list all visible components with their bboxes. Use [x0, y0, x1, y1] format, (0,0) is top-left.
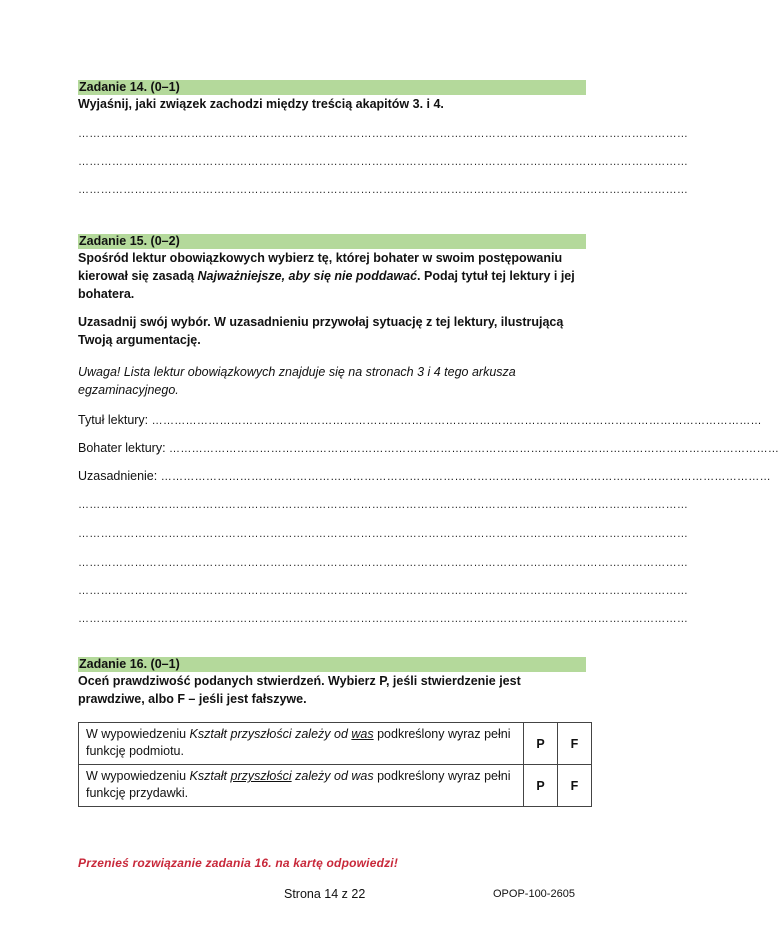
option-f[interactable]: F	[558, 723, 592, 765]
task-14-header: Zadanie 14. (0–1)	[78, 80, 586, 95]
table-row	[79, 765, 592, 807]
task-15-note: Uwaga! Lista lektur obowiązkowych znajduje się na stronach 3 i 4 tego arkusza egzaminacyjnego.	[78, 365, 516, 397]
exam-code: OPOP-100-2605	[493, 888, 575, 900]
task-16-instruction: Oceń prawdziwość podanych stwierdzeń. Wybierz P, jeśli stwierdzenie jest prawdziwe, albo F – jeśli jest fałszywe.	[78, 674, 521, 706]
answer-line[interactable]: ………………………………………………………………………………………………………………………………………………	[78, 528, 689, 540]
task-14-instruction: Wyjaśnij, jaki związek zachodzi między treścią akapitów 3. i 4.	[78, 97, 444, 111]
task-15-instruction	[78, 249, 588, 303]
statement-pre: W wypowiedzeniu	[86, 769, 190, 783]
task-15-instruction-part1: Spośród lektur obowiązkowych wybierz tę, której bohater w swoim postępowaniu kierował się zasadą	[78, 251, 563, 283]
option-p[interactable]: P	[524, 765, 558, 807]
statement-sentence-rest: zależy od was	[291, 769, 374, 783]
answer-line[interactable]: ………………………………………………………………………………………………………………………………………………	[78, 156, 689, 168]
transfer-note: Przenieś rozwiązanie zadania 16. na kartę odpowiedzi!	[78, 856, 399, 870]
option-f[interactable]: F	[558, 765, 592, 807]
task-15-quote: Najważniejsze, aby się nie poddawać	[197, 269, 418, 283]
answer-line[interactable]: ………………………………………………………………………………………………………………………………………………	[78, 613, 689, 625]
task-15-instruction2: Uzasadnij swój wybór. W uzasadnieniu przywołaj sytuację z tej lektury, ilustrującą Twoją argumentację.	[78, 315, 564, 347]
hero-dots: ………………………………………………………………………………………………………………………………………………	[169, 443, 779, 455]
title-label: Tytuł lektury:	[78, 413, 149, 427]
answer-line[interactable]: ………………………………………………………………………………………………………………………………………………	[78, 557, 689, 569]
option-p[interactable]: P	[524, 723, 558, 765]
justification-dots: ………………………………………………………………………………………………………………………………………………	[160, 471, 771, 483]
justification-label: Uzasadnienie:	[78, 469, 158, 483]
underlined-word: was	[351, 727, 374, 741]
task-15-instruction-part2: . Podaj tytuł tej lektury i jej bohatera.	[78, 269, 575, 301]
hero-label: Bohater lektury:	[78, 441, 166, 455]
statement-post: podkreślony wyraz pełni funkcję przydawki.	[86, 769, 511, 800]
answer-line[interactable]: ………………………………………………………………………………………………………………………………………………	[78, 128, 689, 140]
answer-line[interactable]: ………………………………………………………………………………………………………………………………………………	[78, 585, 689, 597]
answer-line[interactable]: ………………………………………………………………………………………………………………………………………………	[78, 499, 689, 511]
justification-field[interactable]	[78, 468, 771, 484]
answer-line[interactable]: ………………………………………………………………………………………………………………………………………………	[78, 184, 689, 196]
title-field[interactable]	[78, 412, 762, 428]
statement-post: podkreślony wyraz pełni funkcję podmiotu.	[86, 727, 511, 758]
statement-sentence: Kształt	[189, 769, 231, 783]
statement-pre: W wypowiedzeniu	[86, 727, 190, 741]
table-row	[79, 723, 592, 765]
statement-2	[79, 765, 524, 807]
hero-field[interactable]	[78, 440, 779, 456]
title-dots: ………………………………………………………………………………………………………………………………………………	[151, 415, 762, 427]
statement-sentence: Kształt przyszłości zależy od	[189, 727, 352, 741]
page-number: Strona 14 z 22	[284, 887, 366, 901]
true-false-table	[78, 722, 592, 807]
underlined-word: przyszłości	[230, 769, 292, 783]
statement-1	[79, 723, 524, 765]
task-15-header: Zadanie 15. (0–2)	[78, 234, 586, 249]
task-16-header: Zadanie 16. (0–1)	[78, 657, 586, 672]
